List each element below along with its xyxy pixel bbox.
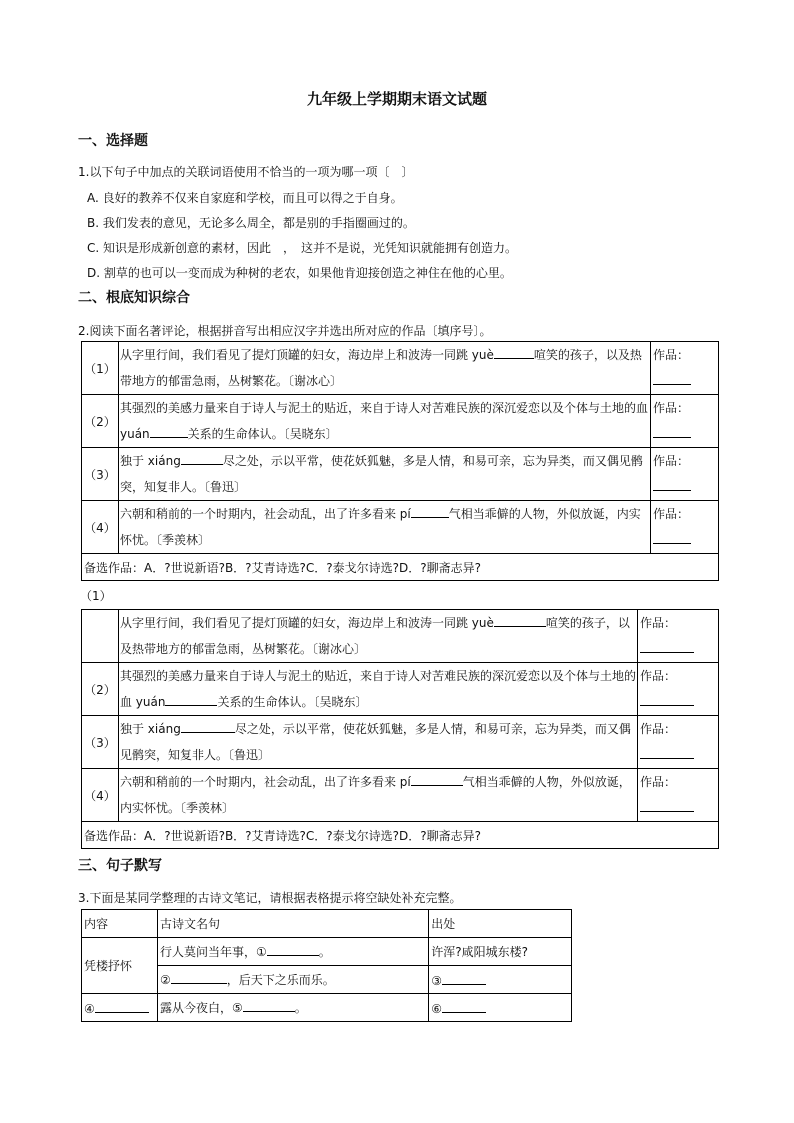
work-label: 作品： bbox=[640, 722, 677, 736]
work-cell bbox=[651, 395, 719, 448]
table-row bbox=[82, 395, 719, 448]
row-number: （1） bbox=[82, 342, 119, 395]
table-header-row bbox=[82, 910, 572, 938]
review-text-part: 其强烈的美感力量来自于诗人与泥土的贴近，来自于诗人对苦难民族的深沉爱恋以及个体与土地的血 yuán bbox=[119, 669, 636, 709]
page-title: 九年级上学期期末语文试题 bbox=[306, 90, 487, 108]
answer-blank-4[interactable] bbox=[95, 1000, 149, 1013]
theme-cell: 凭楼抒怀 bbox=[82, 938, 158, 994]
option-d: D. 割草的也可以一变而成为种树的老农，如果他肯迎接创造之神住在他的心里。 bbox=[87, 266, 512, 280]
verse-period: 。 bbox=[294, 1001, 307, 1015]
verse-text: 露从今夜白，⑤ bbox=[159, 1001, 243, 1015]
review-text bbox=[118, 448, 650, 501]
review-text-part: 从字里行间，我们看见了提灯顶罐的妇女，海边岸上和波涛一同跳 yuè bbox=[119, 616, 494, 630]
work-cell bbox=[638, 663, 719, 716]
answer-blank-3[interactable] bbox=[442, 972, 486, 985]
work-answer-blank[interactable] bbox=[640, 799, 694, 812]
option-c: C. 知识是形成新创意的素材，因此 ， 这并不是说，光凭知识就能拥有创造力。 bbox=[87, 241, 518, 255]
work-cell bbox=[638, 716, 719, 769]
row-number: （3） bbox=[82, 716, 119, 769]
review-text-part: 喧笑的孩子，以及热带地方的郁雷急雨，丛树繁花。〔谢冰心〕 bbox=[119, 348, 642, 388]
work-cell bbox=[651, 342, 719, 395]
source-cell bbox=[429, 966, 572, 994]
review-text-part: 其强烈的美感力量来自于诗人与泥土的贴近，来自于诗人对苦难民族的深沉爱恋以及个体与土地的血 yuán bbox=[119, 401, 648, 441]
section-heading-choice: 一、选择题 bbox=[78, 133, 148, 149]
question-1: 1.以下句子中加点的关联词语使用不恰当的一项为哪一项〔 〕 bbox=[78, 165, 414, 179]
review-text-part: 六朝和稍前的一个时期内，社会动乱，出了许多看来 pí bbox=[119, 775, 411, 789]
work-cell bbox=[651, 448, 719, 501]
verse-text: ② bbox=[159, 973, 171, 987]
verse-cell bbox=[157, 966, 428, 994]
row-number: （2） bbox=[82, 663, 119, 716]
work-answer-blank[interactable] bbox=[653, 372, 691, 385]
work-label: 作品： bbox=[653, 454, 690, 468]
source-marker: ⑥ bbox=[431, 1001, 443, 1016]
table-row bbox=[82, 501, 719, 554]
table-row bbox=[82, 994, 572, 1022]
review-text-part: 关系的生命体认。〔吴晓东〕 bbox=[187, 427, 338, 441]
work-answer-blank[interactable] bbox=[653, 531, 691, 544]
answer-blank[interactable] bbox=[411, 773, 463, 786]
review-text bbox=[118, 395, 650, 448]
review-text bbox=[118, 342, 650, 395]
review-text-part: 喧笑的孩子，以及热带地方的郁雷急雨，丛树繁花。〔谢冰心〕 bbox=[119, 616, 630, 656]
work-answer-blank[interactable] bbox=[653, 425, 691, 438]
source-marker: ③ bbox=[431, 973, 443, 988]
work-label: 作品： bbox=[640, 669, 677, 683]
table-row bbox=[82, 448, 719, 501]
answer-blank[interactable] bbox=[165, 693, 217, 706]
work-label: 作品： bbox=[653, 401, 690, 415]
answer-blank[interactable] bbox=[411, 505, 449, 518]
table-row bbox=[82, 822, 719, 849]
answer-blank-1[interactable] bbox=[267, 943, 319, 956]
answer-blank[interactable] bbox=[494, 614, 546, 627]
table-row bbox=[82, 716, 719, 769]
review-text-part: 关系的生命体认。〔吴晓东〕 bbox=[217, 695, 368, 709]
header-verse: 古诗文名句 bbox=[157, 910, 428, 938]
row-number: （4） bbox=[82, 769, 119, 822]
theme-marker: ④ bbox=[84, 1001, 95, 1016]
table-row bbox=[82, 938, 572, 966]
review-text bbox=[118, 501, 650, 554]
review-text-part: 气相当乖僻的人物，外似放诞，内实怀忧。〔季羡林〕 bbox=[119, 507, 641, 547]
review-text-part: 尽之处，示以平常，使花妖狐魅，多是人情，和易可亲，忘为异类，而又偶见鹘突，知复非人。〔鲁迅〕 bbox=[119, 454, 643, 494]
review-text-part: 气相当乖僻的人物，外似放诞，内实怀忧。〔季羡林〕 bbox=[119, 775, 631, 815]
review-text-part: 尽之处，示以平常，使花妖狐魅，多是人情，和易可亲，忘为异类，而又偶见鹘突，知复非人。〔鲁迅〕 bbox=[119, 722, 631, 762]
section-heading-knowledge: 二、根底知识综合 bbox=[78, 290, 190, 306]
answer-blank-5[interactable] bbox=[243, 999, 295, 1012]
verse-cell bbox=[157, 994, 428, 1022]
review-table-2 bbox=[81, 609, 719, 849]
work-cell bbox=[638, 769, 719, 822]
source-cell: 许浑?咸阳城东楼? bbox=[429, 938, 572, 966]
table-row bbox=[82, 769, 719, 822]
review-text bbox=[118, 610, 637, 663]
option-b: B. 我们发表的意见，无论多么周全，都是别的手指圈画过的。 bbox=[87, 216, 415, 230]
row-number bbox=[82, 610, 119, 663]
question-3: 3.下面是某同学整理的古诗文笔记，请根据表格提示将空缺处补充完整。 bbox=[78, 891, 462, 905]
answer-blank-6[interactable] bbox=[442, 1000, 486, 1013]
poem-notes-table bbox=[81, 909, 572, 1022]
work-label: 作品： bbox=[653, 348, 690, 362]
header-source: 出处 bbox=[429, 910, 572, 938]
review-text bbox=[118, 663, 637, 716]
table-row bbox=[82, 554, 719, 581]
answer-blank[interactable] bbox=[181, 452, 223, 465]
candidate-works: 备选作品：A．?世说新语?B．?艾青诗选?C．?泰戈尔诗选?D．?聊斋志异? bbox=[82, 554, 719, 581]
review-text-part: 独于 xiáng bbox=[119, 722, 181, 736]
table-row bbox=[82, 663, 719, 716]
option-a: A. 良好的教养不仅来自家庭和学校，而且可以得之于自身。 bbox=[87, 191, 403, 205]
work-label: 作品： bbox=[653, 507, 690, 521]
answer-blank[interactable] bbox=[181, 720, 235, 733]
work-cell bbox=[638, 610, 719, 663]
answer-blank[interactable] bbox=[150, 425, 188, 438]
table-row bbox=[82, 342, 719, 395]
header-content: 内容 bbox=[82, 910, 158, 938]
review-text bbox=[118, 769, 637, 822]
work-answer-blank[interactable] bbox=[653, 478, 691, 491]
review-table-1 bbox=[81, 341, 719, 581]
answer-blank-2[interactable] bbox=[171, 971, 227, 984]
verse-cell bbox=[157, 938, 428, 966]
sub-question-label: （1） bbox=[80, 589, 112, 603]
answer-blank[interactable] bbox=[494, 346, 534, 359]
review-text-part: 六朝和稍前的一个时期内，社会动乱，出了许多看来 pí bbox=[119, 507, 411, 521]
verse-period: 。 bbox=[318, 945, 331, 959]
work-answer-blank[interactable] bbox=[640, 693, 694, 706]
source-cell bbox=[429, 994, 572, 1022]
work-cell bbox=[651, 501, 719, 554]
review-text bbox=[118, 716, 637, 769]
theme-cell bbox=[82, 994, 158, 1022]
review-text-part: 从字里行间，我们看见了提灯顶罐的妇女，海边岸上和波涛一同跳 yuè bbox=[119, 348, 494, 362]
work-answer-blank[interactable] bbox=[640, 640, 694, 653]
verse-text: 行人莫问当年事，① bbox=[159, 945, 267, 959]
row-number: （3） bbox=[82, 448, 119, 501]
section-heading-recitation: 三、句子默写 bbox=[78, 858, 162, 874]
work-label: 作品： bbox=[640, 616, 677, 630]
work-answer-blank[interactable] bbox=[640, 746, 694, 759]
review-text-part: 独于 xiáng bbox=[119, 454, 181, 468]
work-label: 作品： bbox=[640, 775, 677, 789]
row-number: （2） bbox=[82, 395, 119, 448]
row-number: （4） bbox=[82, 501, 119, 554]
verse-text: ，后天下之乐而乐。 bbox=[226, 973, 335, 987]
candidate-works: 备选作品：A．?世说新语?B．?艾青诗选?C．?泰戈尔诗选?D．?聊斋志异? bbox=[82, 822, 719, 849]
question-2: 2.阅读下面名著评论，根据拼音写出相应汉字并选出所对应的作品〔填序号〕。 bbox=[78, 324, 492, 338]
table-row bbox=[82, 610, 719, 663]
